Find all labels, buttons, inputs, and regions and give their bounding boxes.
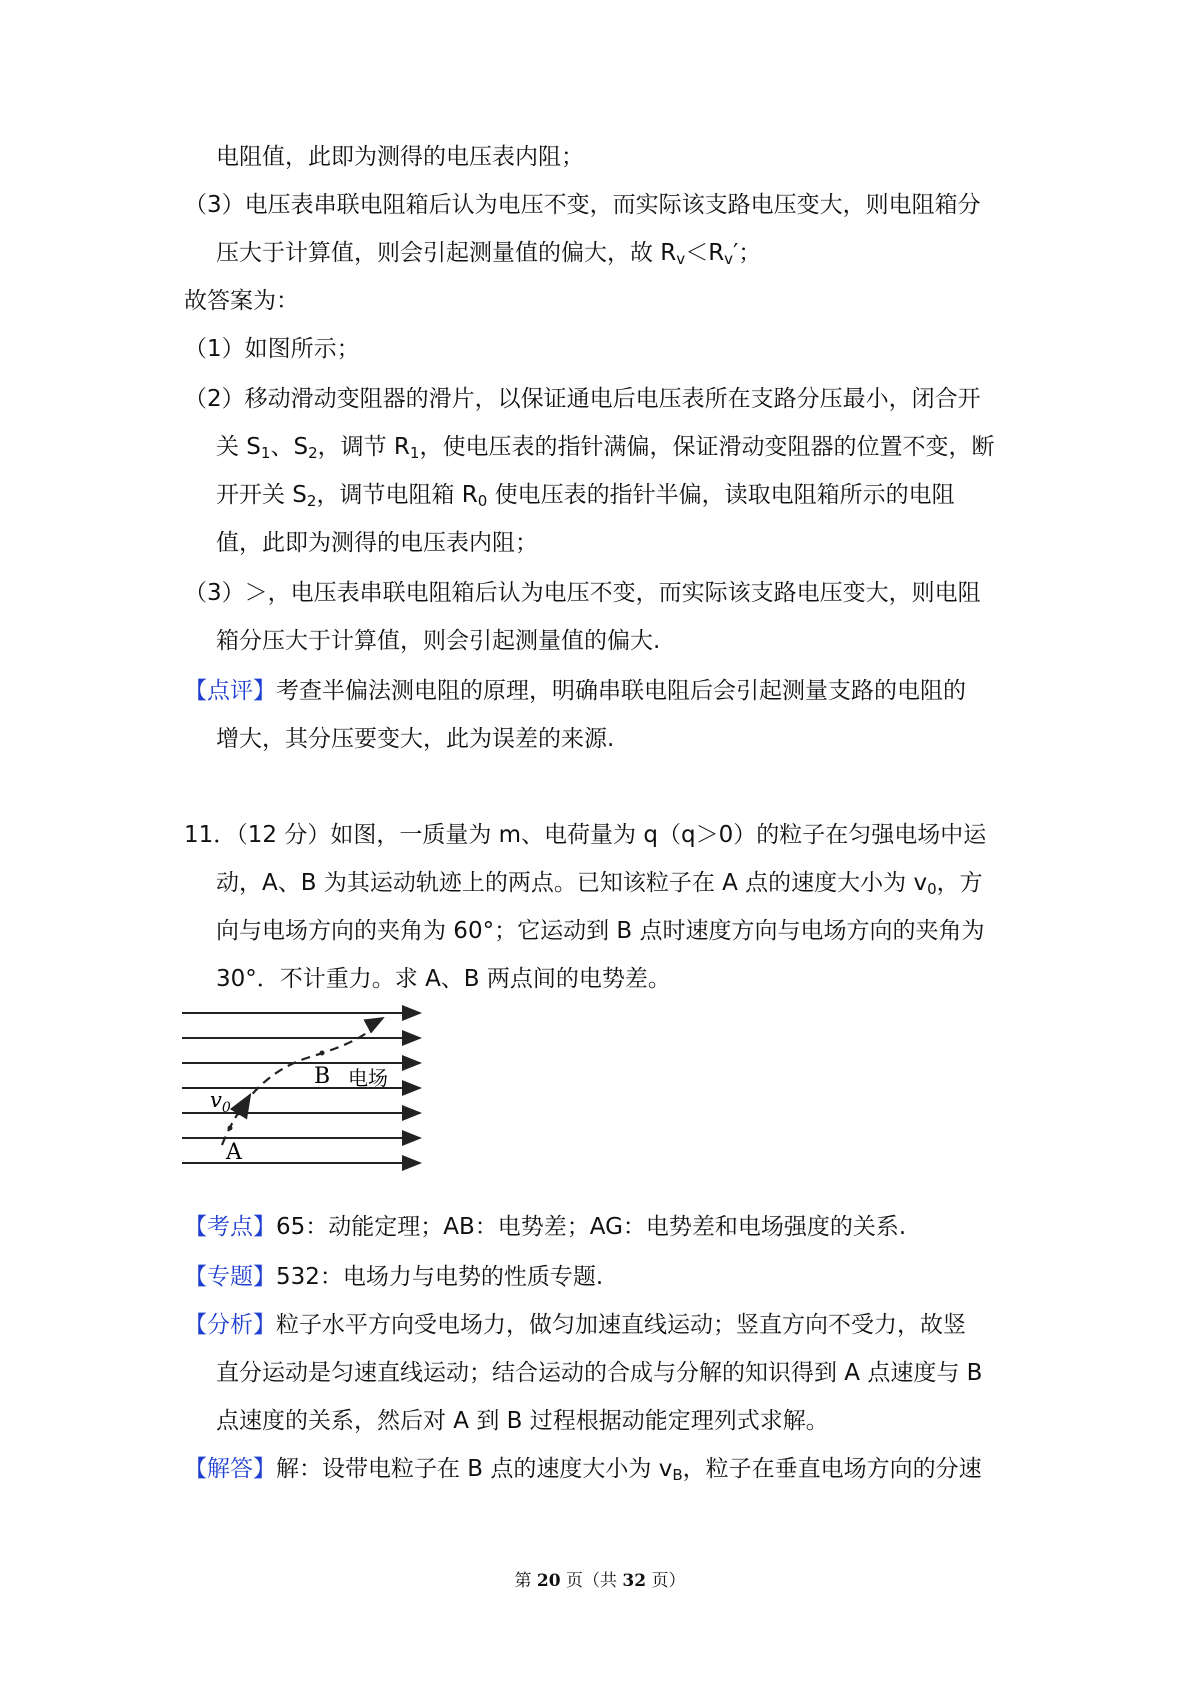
subscript: 0 xyxy=(927,880,937,898)
text: 动，A、B 为其运动轨迹上的两点。已知该粒子在 A 点的速度大小为 v xyxy=(216,870,928,896)
trajectory-arrow xyxy=(370,1018,383,1025)
footer-text: 页（共 xyxy=(560,1571,623,1591)
label-v-sub: 0 xyxy=(221,1100,231,1116)
text-line xyxy=(184,578,981,608)
page-number: 20 xyxy=(536,1571,561,1591)
point-b-dot xyxy=(320,1051,325,1056)
subscript: 1 xyxy=(260,444,271,462)
point-a-dot xyxy=(228,1126,233,1131)
label-v: v xyxy=(210,1088,222,1112)
label-b: B xyxy=(314,1064,331,1089)
text: 直分运动是匀速直线运动；结合运动的合成与分解的知识得到 A 点速度与 B xyxy=(216,1360,983,1386)
text-line xyxy=(184,1454,982,1484)
section-tag: 【解答】 xyxy=(184,1456,276,1482)
text: 电阻值，此即为测得的电压表内阻； xyxy=(216,144,584,170)
text: ，粒子在垂直电场方向的分速 xyxy=(682,1456,982,1482)
text: 点速度的关系，然后对 A 到 B 过程根据动能定理列式求解。 xyxy=(216,1408,829,1434)
question-title xyxy=(184,820,986,850)
footer-text: 第 xyxy=(514,1571,537,1591)
text-line xyxy=(216,724,614,754)
text: 使电压表的指针半偏，读取电阻箱所示的电阻 xyxy=(487,482,955,508)
text-line xyxy=(184,334,360,364)
text-line xyxy=(216,916,984,946)
text: 粒子水平方向受电场力，做匀加速直线运动；竖直方向不受力，故竖 xyxy=(276,1312,966,1338)
text: 值，此即为测得的电压表内阻； xyxy=(216,530,538,556)
text-line xyxy=(184,384,981,414)
text-line xyxy=(216,964,671,994)
text: 解：设带电粒子在 B 点的速度大小为 v xyxy=(276,1456,673,1482)
text-line xyxy=(216,432,994,462)
text: 考查半偏法测电阻的原理，明确串联电阻后会引起测量支路的电阻的 xyxy=(276,678,966,704)
subscript: 0 xyxy=(477,492,488,510)
electric-field-figure xyxy=(180,995,430,1175)
text-line xyxy=(184,190,981,220)
text: 、S xyxy=(270,434,309,460)
page-footer xyxy=(0,1566,1200,1591)
text: 向与电场方向的夹角为 60°；它运动到 B 点时速度方向与电场方向的夹角为 xyxy=(216,918,985,944)
text: （2）移动滑动变阻器的滑片，以保证通电后电压表所在支路分压最小，闭合开 xyxy=(184,386,981,412)
text-line xyxy=(216,868,983,898)
text-line xyxy=(184,286,299,316)
text-line xyxy=(216,528,538,558)
label-v0 xyxy=(210,1088,231,1116)
text: 65：动能定理；AB：电势差；AG：电势差和电场强度的关系. xyxy=(276,1214,907,1240)
text: （1）如图所示； xyxy=(184,336,360,362)
text-line xyxy=(184,1310,966,1340)
text-line xyxy=(216,626,660,656)
text: （3）＞，电压表串联电阻箱后认为电压不变，而实际该支路电压变大，则电阻 xyxy=(184,580,981,606)
text: 增大，其分压要变大，此为误差的来源. xyxy=(216,726,615,752)
label-field: 电场 xyxy=(348,1066,388,1090)
text: （3）电压表串联电阻箱后认为电压不变，而实际该支路电压变大，则电阻箱分 xyxy=(184,192,981,218)
section-tag: 【专题】 xyxy=(184,1264,276,1290)
text-line xyxy=(216,1358,982,1388)
text: ′； xyxy=(733,240,762,266)
section-tag: 【点评】 xyxy=(184,678,276,704)
text-line xyxy=(184,676,966,706)
text: 箱分压大于计算值，则会引起测量值的偏大. xyxy=(216,628,661,654)
subscript: v xyxy=(676,250,686,268)
footer-text: 页） xyxy=(646,1571,686,1591)
section-tag: 【考点】 xyxy=(184,1214,276,1240)
total-pages: 32 xyxy=(622,1571,647,1591)
text-line xyxy=(216,480,955,510)
text: ，调节 R xyxy=(317,434,410,460)
text-line xyxy=(184,1262,603,1292)
text: ，使电压表的指针满偏，保证滑动变阻器的位置不变，断 xyxy=(419,434,995,460)
text: 开开关 S xyxy=(216,482,307,508)
text: 故答案为： xyxy=(184,288,299,314)
subscript: B xyxy=(672,1466,683,1484)
label-a: A xyxy=(226,1140,242,1165)
text: 关 S xyxy=(216,434,261,460)
text-line xyxy=(216,238,761,268)
subscript: v xyxy=(724,250,734,268)
text: 压大于计算值，则会引起测量值的偏大，故 R xyxy=(216,240,677,266)
subscript: 2 xyxy=(308,444,318,462)
section-tag: 【分析】 xyxy=(184,1312,276,1338)
text-line xyxy=(216,1406,829,1436)
text-line xyxy=(216,142,584,172)
text: 532：电场力与电势的性质专题. xyxy=(276,1264,604,1290)
subscript: 2 xyxy=(306,492,317,510)
text: ＜R xyxy=(685,240,725,266)
text: ，调节电阻箱 R xyxy=(316,482,478,508)
text: 11．（12 分）如图，一质量为 m、电荷量为 q（q＞0）的粒子在匀强电场中运 xyxy=(184,822,987,848)
subscript: 1 xyxy=(409,444,420,462)
text: 30°．不计重力。求 A、B 两点间的电势差。 xyxy=(216,966,671,992)
text: ，方 xyxy=(936,870,983,896)
text-line xyxy=(184,1212,906,1242)
